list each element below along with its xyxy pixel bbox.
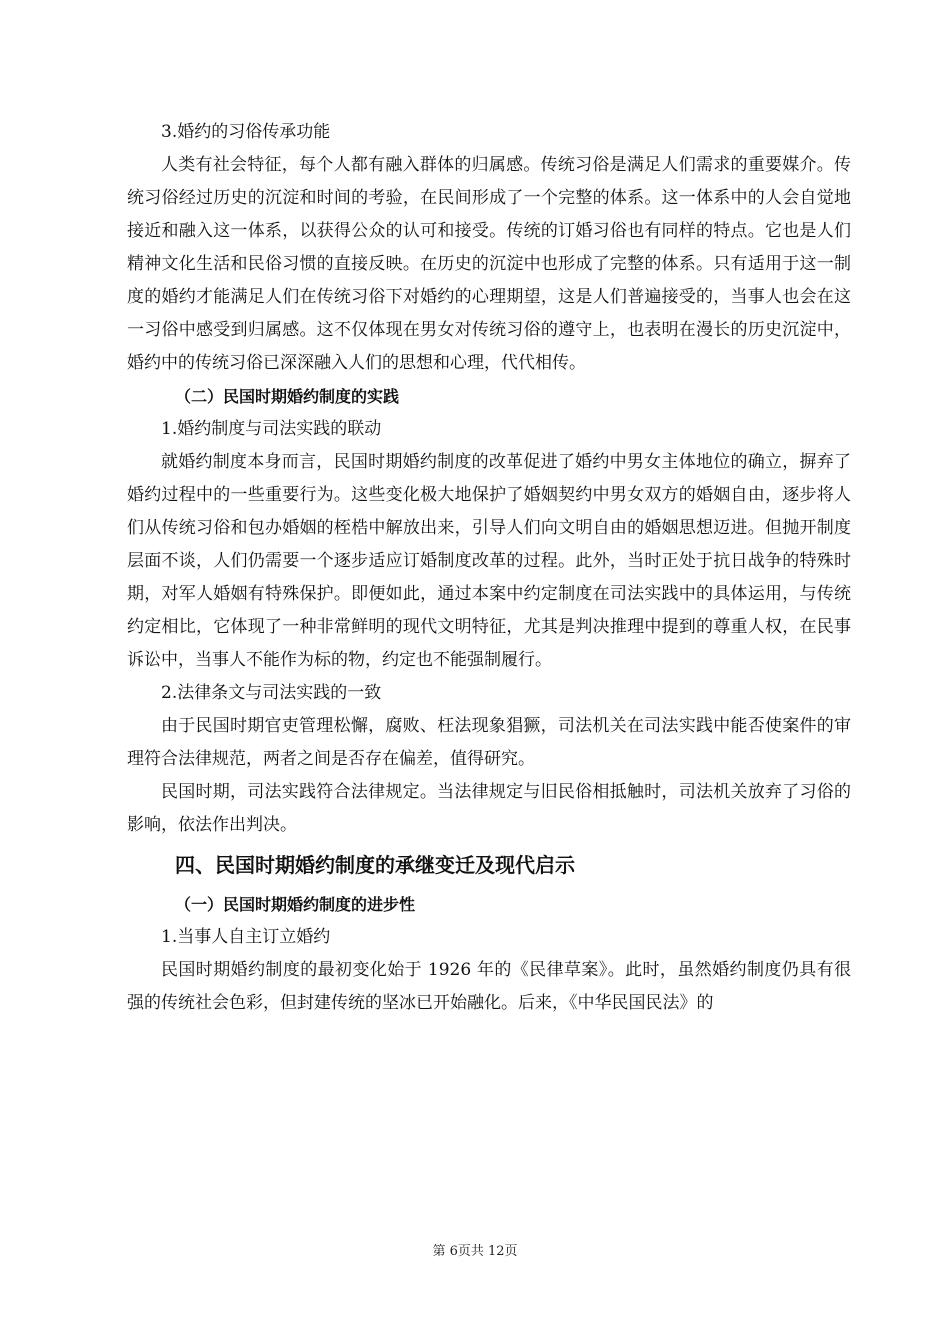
subsection-heading-practice: （二）民国时期婚约制度的实践 xyxy=(175,387,400,406)
paragraph-law-consistency-2: 民国时期，司法实践符合法律规定。当法律规定与旧民俗相抵触时，司法机关放弃了习俗的影响，依法作出判决。 xyxy=(127,782,851,835)
paragraph-law-consistency-1: 由于民国时期官吏管理松懈，腐败、枉法现象猖獗，司法机关在司法实践中能否使案件的审理符合法律规范，两者之间是否存在偏差，值得研究。 xyxy=(127,716,851,769)
paragraph-custom-inheritance: 人类有社会特征，每个人都有融入群体的归属感。传统习俗是满足人们需求的重要媒介。传统习俗经过历史的沉淀和时间的考验，在民间形成了一个完整的体系。这一体系中的人会自觉地接近和融入这一体系，以获得公众的认可和接受。传统的订婚习俗也有同样的特点。它也是人们精神文化生活和民俗习惯的直接反映。在历史的沉淀中也形成了完整的体系。只有适用于这一制度的婚约才能满足人们在传统习俗下对婚约的心理期望，这是人们普遍接受的，当事人也会在这一习俗中感受到归属感。这不仅体现在男女对传统习俗的遵守上，也表明在漫长的历史沉淀中，婚约中的传统习俗已深深融入人们的思想和心理，代代相传。 xyxy=(127,155,851,373)
item-heading-autonomy: 1.当事人自主订立婚约 xyxy=(161,927,331,947)
section-heading-3: 3.婚约的习俗传承功能 xyxy=(161,122,331,142)
item-heading-1: 1.婚约制度与司法实践的联动 xyxy=(161,419,382,439)
page-number-footer: 第 6页共 12页 xyxy=(432,1244,518,1259)
item-heading-2: 2.法律条文与司法实践的一致 xyxy=(161,683,382,703)
chapter-heading-4: 四、民国时期婚约制度的承继变迁及现代启示 xyxy=(175,853,575,877)
subsection-heading-progress: （一）民国时期婚约制度的进步性 xyxy=(175,895,416,914)
page-content xyxy=(127,116,851,1020)
paragraph-system-judicial: 就婚约制度本身而言，民国时期婚约制度的改革促进了婚约中男女主体地位的确立，摒弃了婚约过程中的一些重要行为。这些变化极大地保护了婚姻契约中男女双方的婚姻自由，逐步将人们从传统习俗和包办婚姻的桎梏中解放出来，引导人们向文明自由的婚姻思想迈进。但抛开制度层面不谈，人们仍需要一个逐步适应订婚制度改革的过程。此外，当时正处于抗日战争的特殊时期，对军人婚姻有特殊保护。即便如此，通过本案中约定制度在司法实践中的具体运用，与传统约定相比，它体现了一种非常鲜明的现代文明特征，尤其是判决推理中提到的尊重人权，在民事诉讼中，当事人不能作为标的物，约定也不能强制履行。 xyxy=(127,452,851,670)
paragraph-draft-civil-law: 民国时期婚约制度的最初变化始于 1926 年的《民律草案》。此时，虽然婚约制度仍具有很强的传统社会色彩，但封建传统的坚冰已开始融化。后来，《中华民国民法》的 xyxy=(127,960,851,1013)
